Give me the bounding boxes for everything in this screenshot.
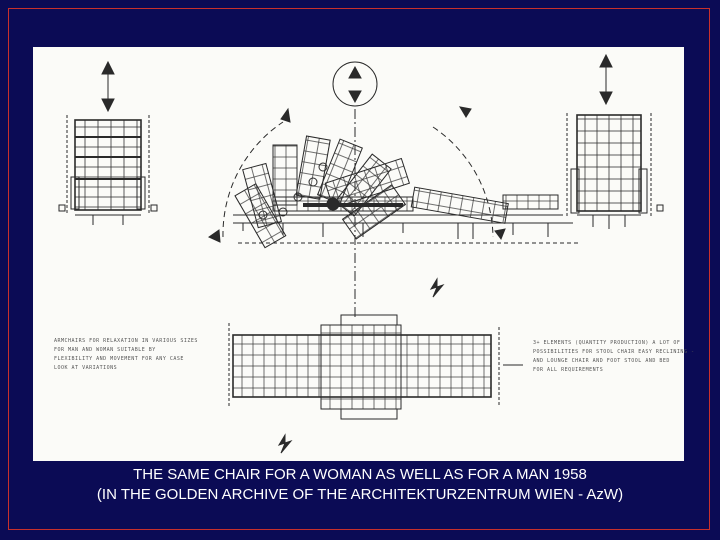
left-chair-elevation (59, 62, 157, 225)
right-chair-elevation (567, 55, 663, 229)
note-right: 3+ ELEMENTS (QUANTITY PRODUCTION) A LOT OF POSSIBILITIES FOR STOOL CHAIR EASY RECLINING - AND LOUNGE CHAIR AND FOOT STOOL AND BED FOR ALL REQUIREMENTS (533, 340, 695, 373)
chair-plan-view (229, 315, 523, 419)
caption-line-1: THE SAME CHAIR FOR A WOMAN AS WELL AS FOR A MAN 1958 (133, 466, 587, 483)
slide-caption (0, 465, 720, 505)
chair-drawing-svg (33, 47, 684, 461)
caption-line-2: (IN THE GOLDEN ARCHIVE OF THE ARCHITEKTURZENTRUM WIEN - AzW) (96, 486, 624, 503)
center-reclining-elevation (209, 62, 578, 317)
note-left: ARMCHAIRS FOR RELAXATION IN VARIOUS SIZES FOR MAN AND WOMAN SUITABLE BY FLEXIBILITY AND MOVEMENT FOR ANY CASE LOOK AT VARIATIONS (54, 338, 198, 371)
architectural-drawing (33, 47, 695, 461)
